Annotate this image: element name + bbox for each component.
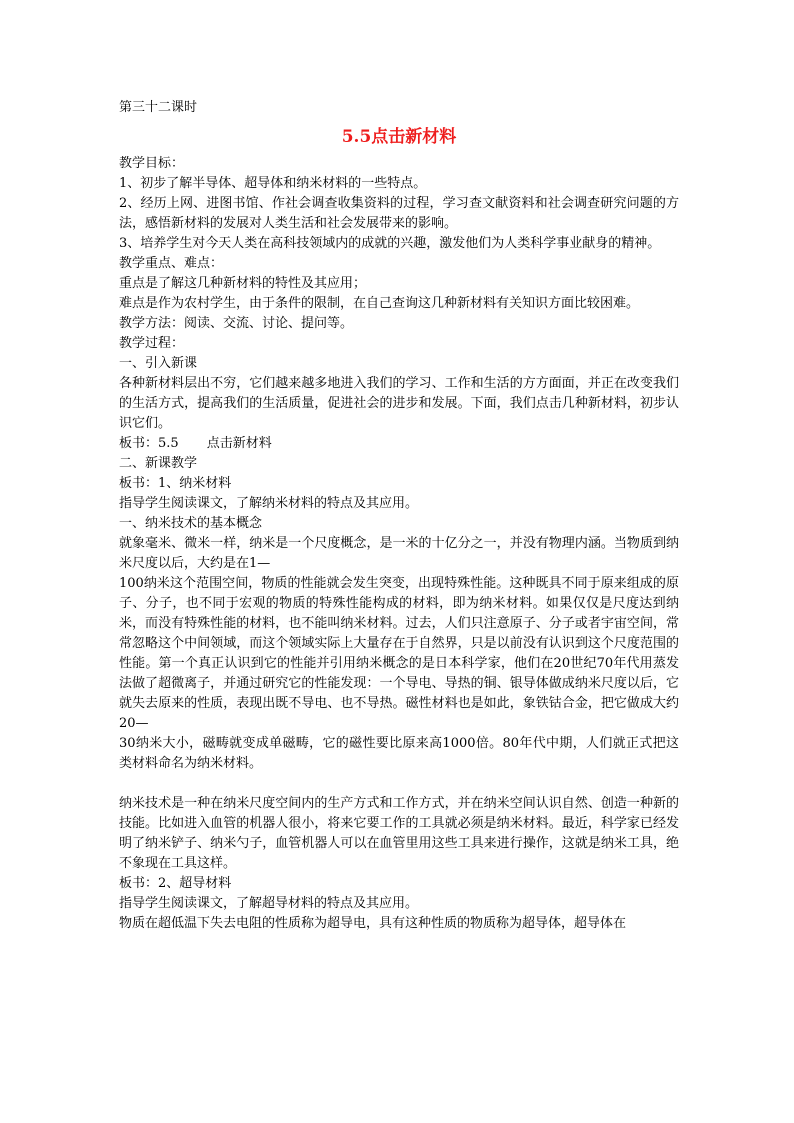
process-heading: 教学过程： [119, 336, 185, 351]
board-title-text: 点击新材料 [206, 436, 272, 451]
page-title: 5.5点击新材料 [341, 127, 457, 147]
objective-2: 2、经历上网、进图书馆、作社会调查收集资料的过程，学习查文献资料和社会调查研究问题的方法，感悟新材料的发展对人类生活和社会发展带来的影响。 [119, 196, 679, 231]
board-superconductor: 板书：2、超导材料 [119, 876, 232, 891]
lesson-number: 第三十二课时 [119, 100, 198, 115]
key-point: 重点是了解这几种新材料的特性及其应用； [119, 276, 367, 291]
key-points-heading: 教学重点、难点： [119, 256, 224, 271]
superconductor-paragraph: 物质在超低温下失去电阻的性质称为超导电，具有这种性质的物质称为超导体，超导体在 [119, 916, 627, 931]
section-new-lesson-heading: 二、新课教学 [119, 456, 198, 471]
objective-1: 1、初步了解半导体、超导体和纳米材料的一些特点。 [119, 176, 427, 191]
nano-concept-heading: 一、纳米技术的基本概念 [119, 516, 263, 531]
intro-paragraph: 各种新材料层出不穷，它们越来越多地进入我们的学习、工作和生活的方方面面，并正在改变我们的生活方式，提高我们的生活质量，促进社会的进步和发展。下面，我们点击几种新材料，初步认识它们。 [119, 376, 679, 431]
section-intro-heading: 一、引入新课 [119, 356, 198, 371]
board-nano: 板书：1、纳米材料 [119, 476, 232, 491]
nano-guide: 指导学生阅读课文，了解纳米材料的特点及其应用。 [119, 496, 419, 511]
board-title-label: 板书：5.5 [119, 436, 179, 451]
objectives-heading: 教学目标： [119, 156, 185, 171]
board-title-line [119, 434, 679, 454]
objective-3: 3、培养学生对今天人类在高科技领域内的成就的兴趣，激发他们为人类科学事业献身的精神。 [119, 236, 661, 251]
difficult-point: 难点是作为农村学生，由于条件的限制，在自己查询这几种新材料有关知识方面比较困难。 [119, 296, 640, 311]
superconductor-guide: 指导学生阅读课文，了解超导材料的特点及其应用。 [119, 896, 419, 911]
teaching-methods: 教学方法：阅读、交流、讨论、提问等。 [119, 316, 354, 331]
document-page [119, 98, 679, 934]
nano-paragraph-2: 100纳米这个范围空间，物质的性能就会发生突变，出现特殊性能。这种既具不同于原来组成的原子、分子，也不同于宏观的物质的特殊性能构成的材料，即为纳米材料。如果仅仅是尺度达到纳米，而没有特殊性能的材料，也不能叫纳米材料。过去，人们只注意原子、分子或者宇宙空间，常常忽略这个中间领域，而这个领域实际上大量存在于自然界，只是以前没有认识到这个尺度范围的性能。第一个真正认识到它的性能并引用纳米概念的是日本科学家，他们在20世纪70年代用蒸发法做了超微离子，并通过研究它的性能发现：一个导电、导热的铜、银导体做成纳米尺度以后，它就失去原来的性质，表现出既不导电、也不导热。磁性材料也是如此，象铁钴合金，把它做成大约20— [119, 576, 679, 731]
nano-paragraph-1: 就象毫米、微米一样，纳米是一个尺度概念，是一米的十亿分之一，并没有物理内涵。当物质到纳米尺度以后，大约是在1— [119, 536, 679, 571]
nano-tech-paragraph: 纳米技术是一种在纳米尺度空间内的生产方式和工作方式，并在纳米空间认识自然、创造一种新的技能。比如进入血管的机器人很小，将来它要工作的工具就必须是纳米材料。最近，科学家已经发明了纳米铲子、纳米勺子，血管机器人可以在血管里用这些工具来进行操作，这就是纳米工具，绝不象现在工具这样。 [119, 796, 679, 871]
spacer [119, 774, 679, 794]
nano-paragraph-3: 30纳米大小，磁畴就变成单磁畴，它的磁性要比原来高1000倍。80年代中期，人们就正式把这类材料命名为纳米材料。 [119, 736, 679, 771]
